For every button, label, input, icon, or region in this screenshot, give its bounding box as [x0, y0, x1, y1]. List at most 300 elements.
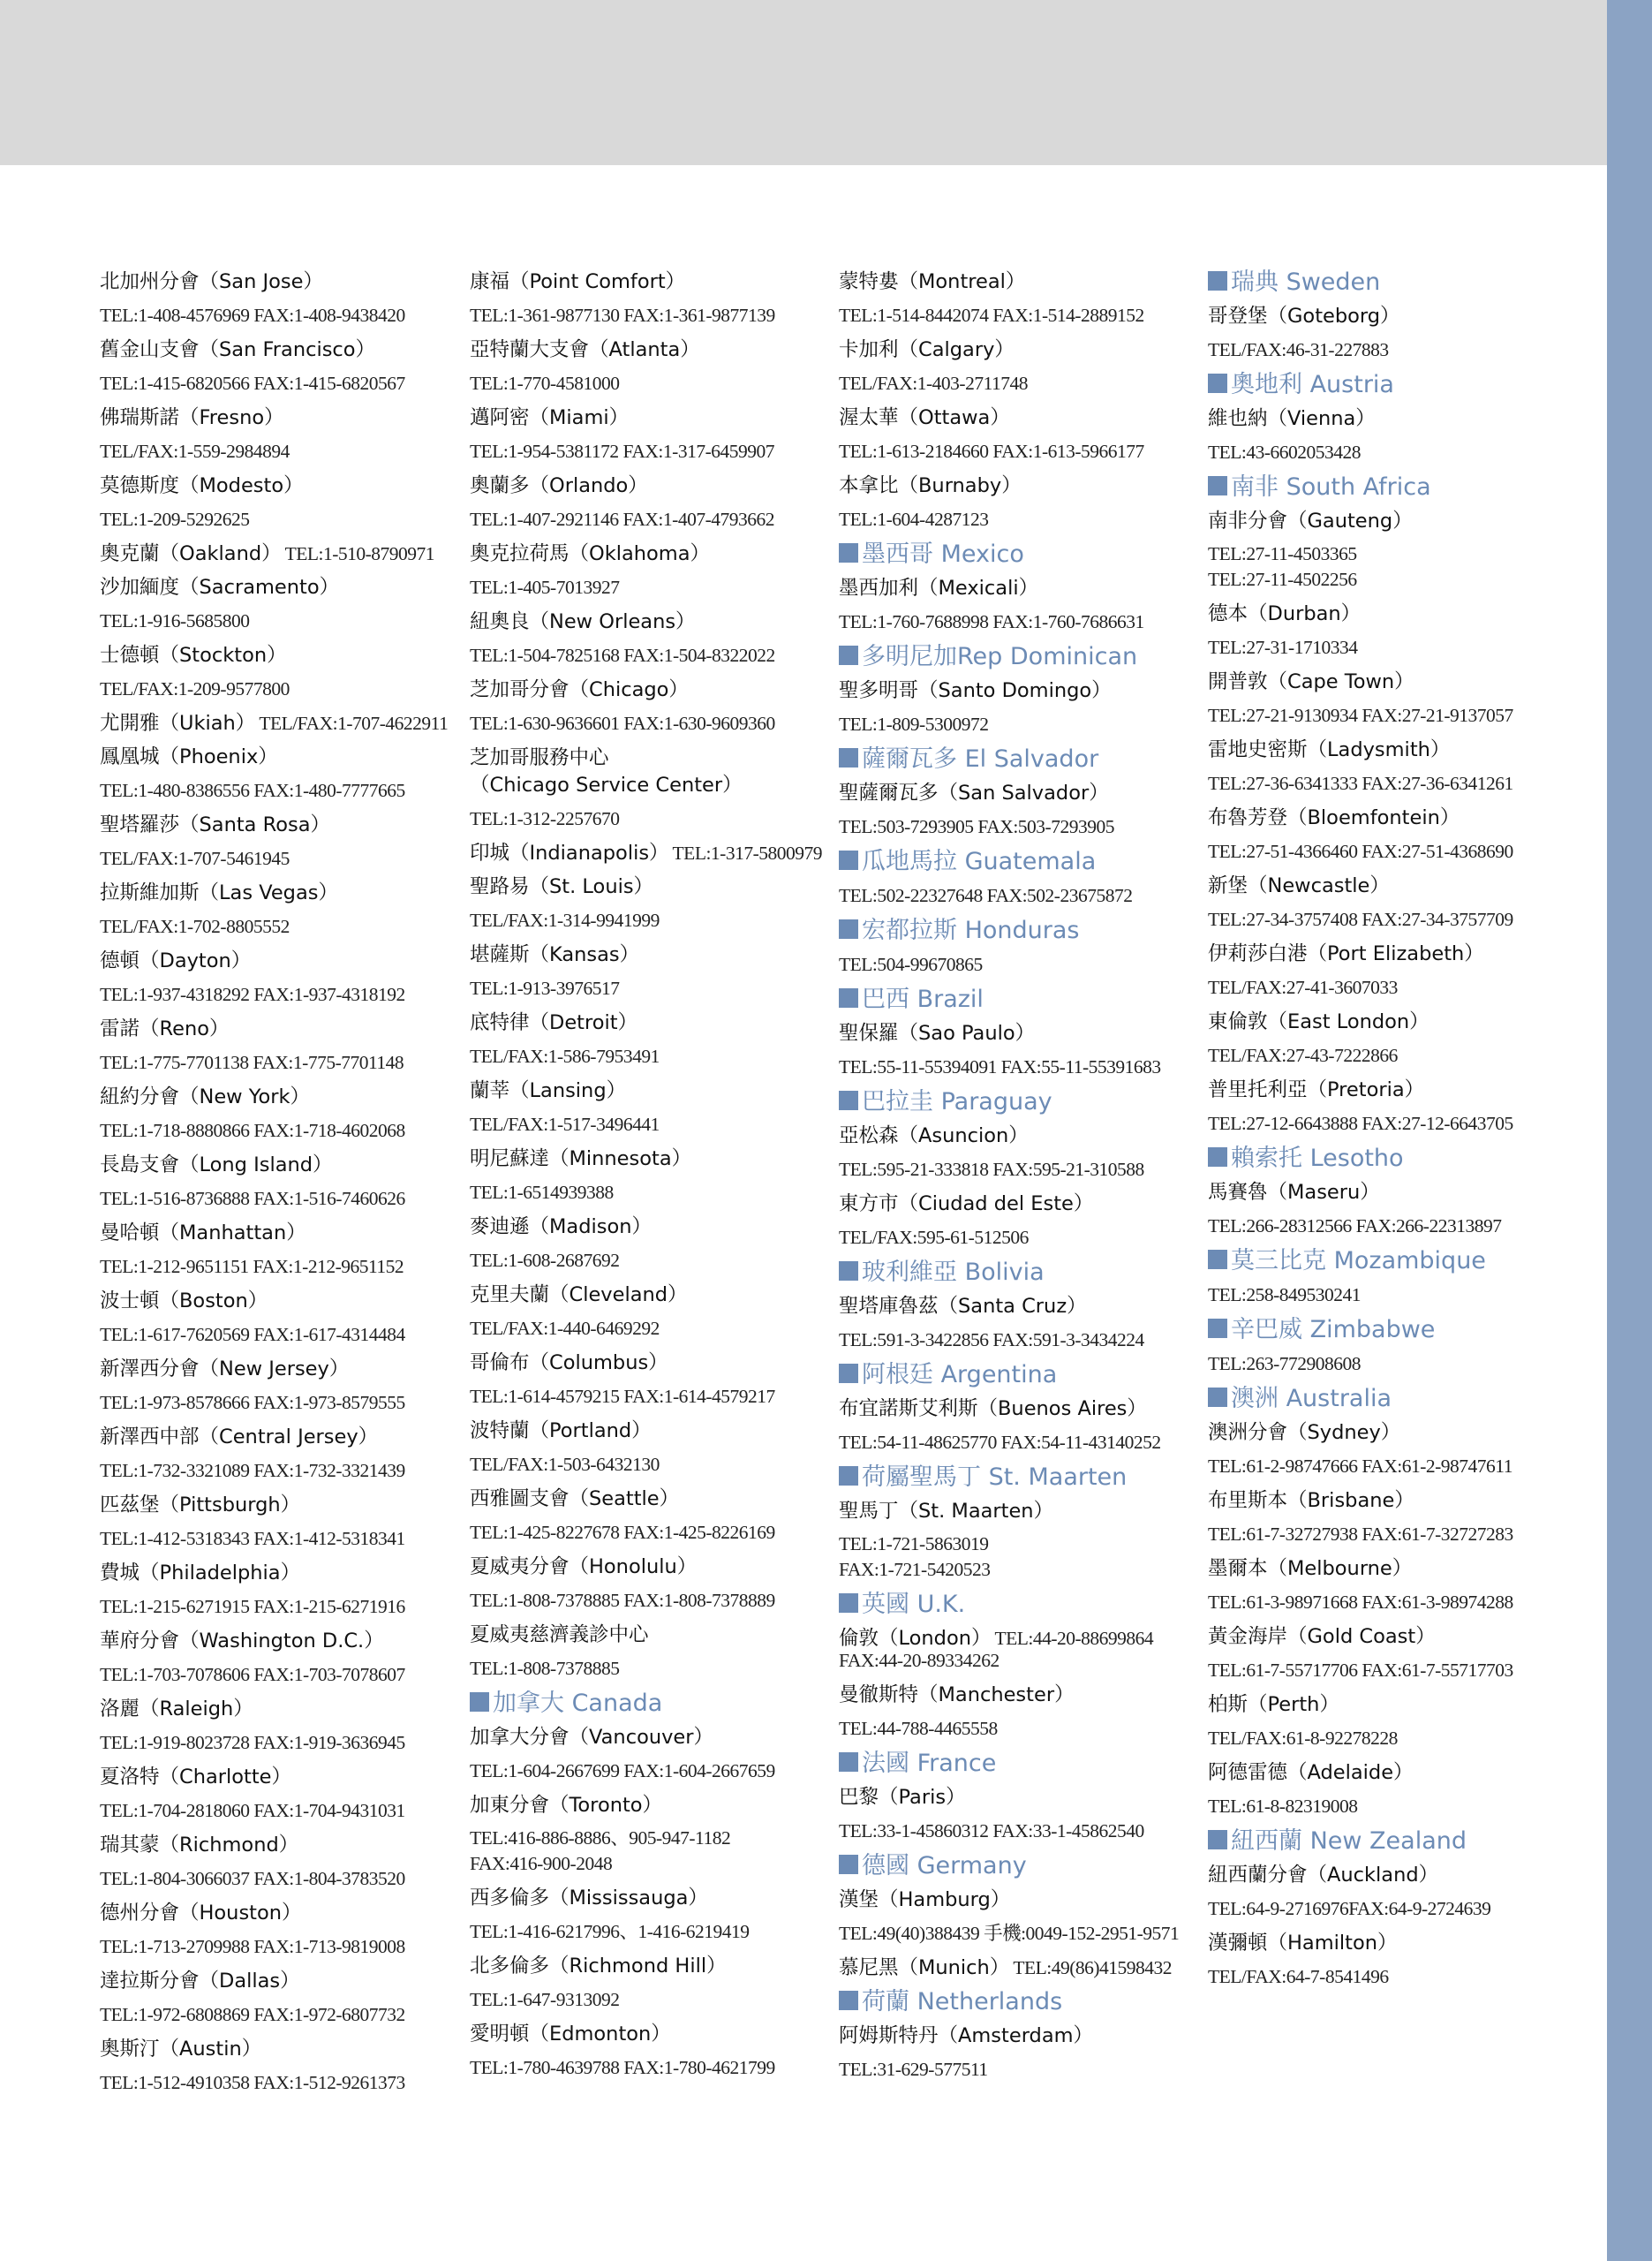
office-entry	[100, 740, 462, 808]
office-city-label: 達拉斯分會（Dallas）	[100, 1970, 300, 1993]
section-heading	[839, 1849, 1201, 1883]
section-title: 法國 France	[862, 1750, 997, 1777]
office-name	[839, 1289, 1201, 1323]
office-name	[470, 1550, 832, 1584]
office-name	[470, 1949, 832, 1983]
office-entry	[839, 1781, 1201, 1849]
office-contact: TEL:27-31-1710334	[1208, 637, 1358, 658]
office-entry	[100, 944, 462, 1012]
office-entry	[100, 1624, 462, 1692]
office-name	[839, 1951, 1201, 1985]
office-name	[839, 674, 1201, 707]
column-3	[839, 265, 1201, 2087]
office-city-label: 拉斯維加斯（Las Vegas）	[100, 881, 338, 904]
office-name	[839, 1392, 1201, 1425]
office-contact: TEL:1-937-4318292 FAX:1-937-4318192	[100, 984, 405, 1005]
office-entry	[470, 741, 832, 836]
office-city-label: 柏斯（Perth）	[1208, 1693, 1339, 1716]
office-city-label: 芝加哥服務中心	[470, 746, 609, 769]
office-contact: TEL:1-780-4639788 FAX:1-780-4621799	[470, 2057, 775, 2078]
office-contact: TEL:1-604-2667699 FAX:1-604-2667659	[470, 1760, 775, 1781]
office-name	[839, 1678, 1201, 1712]
office-entry	[1208, 1756, 1570, 1824]
office-name	[100, 1488, 462, 1522]
office-contact	[1208, 538, 1570, 593]
office-contact: TEL/FAX:1-707-4622911	[259, 713, 449, 734]
office-name	[100, 1692, 462, 1726]
office-city-label: 芝加哥分會（Chicago）	[470, 678, 689, 701]
office-city-label: 鳳凰城（Phoenix）	[100, 745, 278, 768]
office-name	[100, 639, 462, 672]
office-name	[100, 537, 462, 571]
office-contact: TEL:1-630-9636601 FAX:1-630-9609360	[470, 713, 775, 734]
section-title: 南非 South Africa	[1231, 473, 1431, 501]
office-contact: TEL:1-973-8578666 FAX:1-973-8579555	[100, 1392, 405, 1413]
office-city-label: 普里托利亞（Pretoria）	[1208, 1078, 1425, 1101]
office-entry	[470, 1414, 832, 1482]
office-contact: TEL:1-972-6808869 FAX:1-972-6807732	[100, 2004, 405, 2025]
office-name	[1208, 1756, 1570, 1789]
office-contact: TEL:504-99670865	[839, 954, 983, 975]
office-entry	[100, 1012, 462, 1080]
office-name	[470, 1006, 832, 1040]
office-city-label: 奧斯汀（Austin）	[100, 2038, 262, 2061]
office-contact: TEL:1-412-5318343 FAX:1-412-5318341	[100, 1528, 405, 1549]
square-bullet-icon	[1208, 1147, 1227, 1167]
office-phone: TEL:1-721-5863019	[839, 1533, 989, 1554]
office-name	[100, 2032, 462, 2066]
office-city-label: 新澤西中部（Central Jersey）	[100, 1425, 379, 1448]
office-contact: TEL:1-809-5300972	[839, 714, 989, 735]
office-city-label: 本拿比（Burnaby）	[839, 474, 1022, 497]
office-entry	[100, 537, 462, 571]
office-city-label: 馬賽魯（Maseru）	[1208, 1181, 1380, 1204]
office-contact: TEL:1-312-2257670	[470, 808, 620, 829]
office-name	[1208, 869, 1570, 903]
office-city-label: 哥倫布（Columbus）	[470, 1351, 668, 1374]
office-entry	[100, 808, 462, 876]
office-city-label: 開普敦（Cape Town）	[1208, 670, 1414, 693]
office-contact: TEL:1-407-2921146 FAX:1-407-4793662	[470, 509, 774, 530]
office-name	[470, 333, 832, 367]
office-entry	[470, 1278, 832, 1346]
office-city-label: 聖保羅（Sao Paulo）	[839, 1022, 1036, 1045]
office-contact: TEL/FAX:61-8-92278228	[1208, 1728, 1398, 1749]
office-contact: TEL/FAX:1-403-2711748	[839, 373, 1029, 394]
office-city-label: 奧克拉荷馬（Oklahoma）	[470, 542, 711, 565]
section-title: 薩爾瓦多 El Salvador	[862, 745, 1099, 773]
office-city-label: 倫敦（London）	[839, 1627, 992, 1650]
office-contact: TEL:61-7-32727938 FAX:61-7-32727283	[1208, 1524, 1513, 1545]
office-entry	[839, 1678, 1201, 1746]
office-contact: TEL/FAX:1-559-2984894	[100, 441, 290, 462]
office-contact: TEL:61-2-98747666 FAX:61-2-98747611	[1208, 1456, 1512, 1477]
office-entry	[839, 401, 1201, 469]
section-heading	[839, 982, 1201, 1017]
section-title: 英國 U.K.	[862, 1591, 966, 1618]
section-heading	[1208, 1244, 1570, 1278]
office-entry	[100, 1828, 462, 1896]
section-title: 多明尼加Rep Dominican	[862, 643, 1138, 670]
office-contact: TEL:43-6602053428	[1208, 442, 1362, 463]
office-entry	[470, 1006, 832, 1074]
office-name	[1208, 1073, 1570, 1107]
office-contact: TEL/FAX:1-517-3496441	[470, 1114, 660, 1135]
office-contact: TEL:1-808-7378885 FAX:1-808-7378889	[470, 1590, 775, 1611]
office-city-label: 蒙特婁（Montreal）	[839, 270, 1026, 293]
office-entry	[1208, 1347, 1570, 1381]
office-name	[100, 1896, 462, 1930]
office-city-label: 聖塔庫魯茲（Santa Cruz）	[839, 1295, 1087, 1318]
office-city-label: 德州分會（Houston）	[100, 1902, 302, 1924]
section-title: 巴西 Brazil	[862, 986, 984, 1013]
office-name	[839, 1494, 1201, 1528]
office-contact: TEL:64-9-2716976FAX:64-9-2724639	[1208, 1898, 1491, 1919]
office-city-label: 新澤西分會（New Jersey）	[100, 1357, 350, 1380]
section-heading	[1208, 367, 1570, 402]
office-name	[1208, 1552, 1570, 1585]
section-title: 瑞典 Sweden	[1231, 268, 1381, 296]
office-city-label: 堪薩斯（Kansas）	[470, 943, 640, 966]
office-name	[839, 265, 1201, 299]
office-city-label: 雷諾（Reno）	[100, 1017, 230, 1040]
office-name	[470, 1142, 832, 1176]
square-bullet-icon	[839, 1991, 858, 2010]
office-city-label: 布魯芳登（Bloemfontein）	[1208, 806, 1460, 829]
office-city-label: 士德頓（Stockton）	[100, 644, 287, 667]
office-entry	[839, 948, 1201, 982]
office-contact: TEL:1-614-4579215 FAX:1-614-4579217	[470, 1386, 775, 1407]
office-contact: TEL:1-775-7701138 FAX:1-775-7701148	[100, 1052, 404, 1073]
square-bullet-icon	[1208, 1388, 1227, 1407]
office-city-label: 長島支會（Long Island）	[100, 1153, 333, 1176]
section-heading	[839, 1985, 1201, 2019]
square-bullet-icon	[839, 1261, 858, 1281]
office-city-label: 康福（Point Comfort）	[470, 270, 686, 293]
office-city-label: 麥迪遜（Madison）	[470, 1215, 652, 1238]
office-city-label: 夏洛特（Charlotte）	[100, 1766, 292, 1788]
office-entry	[470, 2017, 832, 2085]
office-name	[1208, 597, 1570, 631]
office-contact: TEL:61-8-82319008	[1208, 1796, 1358, 1817]
office-name	[1208, 1176, 1570, 1209]
office-entry	[839, 776, 1201, 844]
office-city-label: 聖塔羅莎（Santa Rosa）	[100, 813, 330, 836]
office-city-label: 東倫敦（East London）	[1208, 1010, 1429, 1033]
office-entry	[470, 1618, 832, 1686]
section-heading	[839, 537, 1201, 571]
office-city-label: 北加州分會（San Jose）	[100, 270, 323, 293]
office-city-label: 西多倫多（Mississauga）	[470, 1887, 708, 1909]
office-entry	[470, 1210, 832, 1278]
office-name	[839, 1187, 1201, 1221]
office-entry	[100, 1216, 462, 1284]
top-gray-band	[0, 0, 1607, 165]
office-contact: TEL:1-408-4576969 FAX:1-408-9438420	[100, 305, 405, 326]
section-heading	[839, 1746, 1201, 1781]
office-name	[1208, 402, 1570, 435]
office-contact: TEL/FAX:64-7-8541496	[1208, 1966, 1389, 1987]
office-city-label: 德本（Durban）	[1208, 602, 1362, 625]
office-contact: TEL:266-28312566 FAX:266-22313897	[1208, 1215, 1502, 1236]
office-entry	[839, 1883, 1201, 1951]
section-title: 辛巴威 Zimbabwe	[1231, 1316, 1436, 1343]
office-name	[1208, 1620, 1570, 1653]
office-name	[100, 1284, 462, 1318]
office-entry	[839, 333, 1201, 401]
section-title: 荷蘭 Netherlands	[862, 1988, 1063, 2015]
section-heading	[839, 1255, 1201, 1289]
office-name	[100, 333, 462, 367]
office-entry	[470, 537, 832, 605]
office-entry	[470, 1949, 832, 2017]
office-phone-2: FAX:1-721-5420523	[839, 1559, 991, 1580]
section-heading	[839, 913, 1201, 948]
office-entry	[100, 876, 462, 944]
section-heading	[470, 1686, 832, 1720]
office-entry	[1208, 1858, 1570, 1926]
office-contact: TEL:1-916-5685800	[100, 610, 250, 631]
office-name	[470, 1414, 832, 1448]
office-name	[839, 1883, 1201, 1917]
office-entry	[839, 879, 1201, 913]
office-name	[470, 1210, 832, 1244]
office-contact: TEL/FAX:1-586-7953491	[470, 1046, 660, 1067]
office-city-label: 波特蘭（Portland）	[470, 1419, 652, 1442]
office-city-label: 沙加緬度（Sacramento）	[100, 576, 340, 599]
office-entry	[1208, 937, 1570, 1005]
office-name	[1208, 801, 1570, 835]
office-contact: TEL:1-361-9877130 FAX:1-361-9877139	[470, 305, 775, 326]
office-city-label: 洛麗（Raleigh）	[100, 1698, 253, 1720]
section-title: 瓜地馬拉 Guatemala	[862, 848, 1097, 875]
office-city-label: 雷地史密斯（Ladysmith）	[1208, 738, 1451, 761]
office-contact: TEL:49(86)41598432	[1013, 1957, 1173, 1978]
office-city-label: 紐西蘭分會（Auckland）	[1208, 1864, 1439, 1887]
office-city-label: 聖路易（St. Louis）	[470, 875, 654, 898]
office-city-label: 巴黎（Paris）	[839, 1786, 966, 1809]
office-name	[100, 944, 462, 978]
office-name	[100, 1012, 462, 1046]
right-side-bar	[1607, 0, 1652, 2261]
office-entry	[100, 1420, 462, 1488]
office-name	[839, 2019, 1201, 2053]
square-bullet-icon	[839, 1091, 858, 1110]
office-entry	[1208, 665, 1570, 733]
office-entry	[839, 265, 1201, 333]
office-city-label: 東方市（Ciudad del Este）	[839, 1192, 1094, 1215]
section-heading	[839, 1587, 1201, 1622]
section-title: 荷屬聖馬丁 St. Maarten	[862, 1463, 1128, 1491]
office-city-label: 維也納（Vienna）	[1208, 407, 1376, 430]
office-entry	[470, 401, 832, 469]
office-city-label: 波士頓（Boston）	[100, 1289, 268, 1312]
office-entry	[1208, 402, 1570, 470]
office-name	[100, 1760, 462, 1794]
office-name	[839, 401, 1201, 435]
office-contact: TEL:1-209-5292625	[100, 509, 250, 530]
office-contact: TEL/FAX:46-31-227883	[1208, 339, 1389, 360]
office-entry	[839, 1289, 1201, 1357]
office-entry	[839, 1017, 1201, 1085]
section-title: 澳洲 Australia	[1231, 1385, 1392, 1412]
office-entry	[470, 1482, 832, 1550]
office-city-label: 匹茲堡（Pittsburgh）	[100, 1493, 301, 1516]
square-bullet-icon	[839, 851, 858, 870]
office-entry	[100, 1352, 462, 1420]
section-heading	[839, 1085, 1201, 1119]
office-name	[100, 876, 462, 910]
office-entry	[100, 333, 462, 401]
square-bullet-icon	[1208, 1830, 1227, 1849]
square-bullet-icon	[839, 1364, 858, 1383]
office-contact: TEL:1-510-8790971	[284, 543, 435, 564]
office-city-label: 曼徹斯特（Manchester）	[839, 1683, 1075, 1706]
office-contact: TEL:1-504-7825168 FAX:1-504-8322022	[470, 645, 775, 666]
square-bullet-icon	[839, 646, 858, 665]
office-contact: TEL:1-215-6271915 FAX:1-215-6271916	[100, 1596, 405, 1617]
office-name	[470, 401, 832, 435]
office-contact: TEL:61-3-98971668 FAX:61-3-98974288	[1208, 1592, 1513, 1613]
office-entry	[470, 1720, 832, 1788]
office-city-label: 尤開雅（Ukiah）	[100, 712, 256, 735]
section-title: 紐西蘭 New Zealand	[1231, 1827, 1467, 1855]
office-contact: TEL:1-919-8023728 FAX:1-919-3636945	[100, 1732, 405, 1753]
office-contact: TEL:44-788-4465558	[839, 1718, 998, 1739]
square-bullet-icon	[839, 988, 858, 1008]
office-name	[839, 1017, 1201, 1050]
office-contact: TEL:27-51-4366460 FAX:27-51-4368690	[1208, 841, 1513, 862]
office-name	[470, 1074, 832, 1108]
office-entry	[100, 401, 462, 469]
office-city-label: 奧克蘭（Oakland）	[100, 542, 282, 565]
office-city-label: 底特律（Detroit）	[470, 1011, 638, 1034]
office-city-label: 西雅圖支會（Seattle）	[470, 1487, 680, 1510]
office-city-label: 墨爾本（Melbourne）	[1208, 1557, 1413, 1580]
office-contact: TEL:49(40)388439 手機:0049-152-2951-9571	[839, 1923, 1180, 1944]
square-bullet-icon	[839, 1752, 858, 1772]
section-title: 奧地利 Austria	[1231, 371, 1394, 398]
office-entry	[100, 2032, 462, 2100]
office-entry	[100, 469, 462, 537]
office-name	[1208, 1688, 1570, 1721]
section-title: 宏都拉斯 Honduras	[862, 917, 1080, 944]
section-title: 賴索托 Lesotho	[1231, 1145, 1404, 1172]
office-entry	[1208, 1278, 1570, 1312]
office-name	[839, 571, 1201, 605]
section-heading	[1208, 1381, 1570, 1416]
office-city-label: 聖馬丁（St. Maarten）	[839, 1500, 1054, 1523]
office-entry	[1208, 801, 1570, 869]
square-bullet-icon	[839, 919, 858, 939]
office-entry	[470, 938, 832, 1006]
office-contact	[470, 1822, 832, 1877]
column-4	[1208, 265, 1570, 1994]
office-entry	[1208, 1620, 1570, 1688]
office-name	[100, 1828, 462, 1862]
office-contact: TEL/FAX:27-41-3607033	[1208, 977, 1398, 998]
office-entry	[470, 673, 832, 741]
office-name	[470, 673, 832, 707]
office-contact: TEL:1-212-9651151 FAX:1-212-9651152	[100, 1256, 404, 1277]
column-1	[100, 265, 462, 2100]
office-contact: TEL:1-954-5381172 FAX:1-317-6459907	[470, 441, 774, 462]
office-name	[1208, 1926, 1570, 1960]
office-contact: TEL:31-629-577511	[839, 2059, 988, 2080]
office-contact: TEL:1-416-6217996、1-416-6219419	[470, 1921, 750, 1942]
square-bullet-icon	[839, 748, 858, 768]
office-contact: TEL:1-415-6820566 FAX:1-415-6820567	[100, 373, 405, 394]
office-contact: TEL:27-34-3757408 FAX:27-34-3757709	[1208, 909, 1513, 930]
office-city-label: 蘭莘（Lansing）	[470, 1079, 627, 1102]
office-entry	[839, 1951, 1201, 1985]
office-city-label-en: （Chicago Service Center）	[470, 774, 743, 797]
office-contact	[839, 1528, 1201, 1583]
office-contact: TEL:1-613-2184660 FAX:1-613-5966177	[839, 441, 1144, 462]
office-name	[100, 1080, 462, 1114]
office-name	[1208, 299, 1570, 333]
office-name	[100, 571, 462, 604]
office-name	[839, 1781, 1201, 1814]
square-bullet-icon	[1208, 1319, 1227, 1338]
office-contact: TEL:1-808-7378885	[470, 1658, 620, 1679]
office-contact: TEL:44-20-88699864	[994, 1628, 1154, 1649]
office-city-label: 卡加利（Calgary）	[839, 338, 1015, 361]
office-contact: TEL/FAX:1-440-6469292	[470, 1318, 660, 1339]
office-name	[470, 1881, 832, 1915]
office-phone: TEL:27-11-4503365	[1208, 543, 1357, 564]
office-name	[100, 401, 462, 435]
office-contact: TEL/FAX:1-209-9577800	[100, 678, 290, 699]
office-city-label: 加拿大分會（Vancouver）	[470, 1726, 713, 1749]
section-heading	[1208, 470, 1570, 504]
office-entry	[100, 1488, 462, 1556]
square-bullet-icon	[839, 1593, 858, 1613]
office-contact: TEL:1-718-8880866 FAX:1-718-4602068	[100, 1120, 405, 1141]
office-entry	[839, 1392, 1201, 1460]
office-name	[100, 740, 462, 774]
office-city-label: 德頓（Dayton）	[100, 949, 252, 972]
office-entry	[470, 1881, 832, 1949]
office-entry	[1208, 504, 1570, 593]
office-entry	[470, 469, 832, 537]
office-entry	[1208, 1688, 1570, 1756]
office-city-label: 佛瑞斯諾（Fresno）	[100, 406, 284, 429]
office-name	[470, 1788, 832, 1822]
office-name	[1208, 1484, 1570, 1517]
office-city-label: 聖薩爾瓦多（San Salvador）	[839, 782, 1109, 805]
office-entry	[1208, 1176, 1570, 1244]
office-name	[839, 469, 1201, 503]
office-contact: TEL:1-647-9313092	[470, 1989, 620, 2010]
office-entry	[1208, 869, 1570, 937]
office-contact: TEL:595-21-333818 FAX:595-21-310588	[839, 1159, 1144, 1180]
office-phone: TEL:416-886-8886、905-947-1182	[470, 1827, 731, 1849]
office-entry	[100, 1148, 462, 1216]
office-entry	[1208, 1005, 1570, 1073]
section-heading	[1208, 1312, 1570, 1347]
office-name	[470, 741, 832, 802]
office-city-label: 澳洲分會（Sydney）	[1208, 1421, 1401, 1444]
section-heading	[839, 1357, 1201, 1392]
office-city-label: 費城（Philadelphia）	[100, 1562, 301, 1584]
office-contact: TEL:1-604-4287123	[839, 509, 989, 530]
office-name	[100, 1556, 462, 1590]
office-entry	[470, 333, 832, 401]
section-heading	[839, 844, 1201, 879]
office-name	[470, 605, 832, 639]
office-entry	[839, 674, 1201, 742]
